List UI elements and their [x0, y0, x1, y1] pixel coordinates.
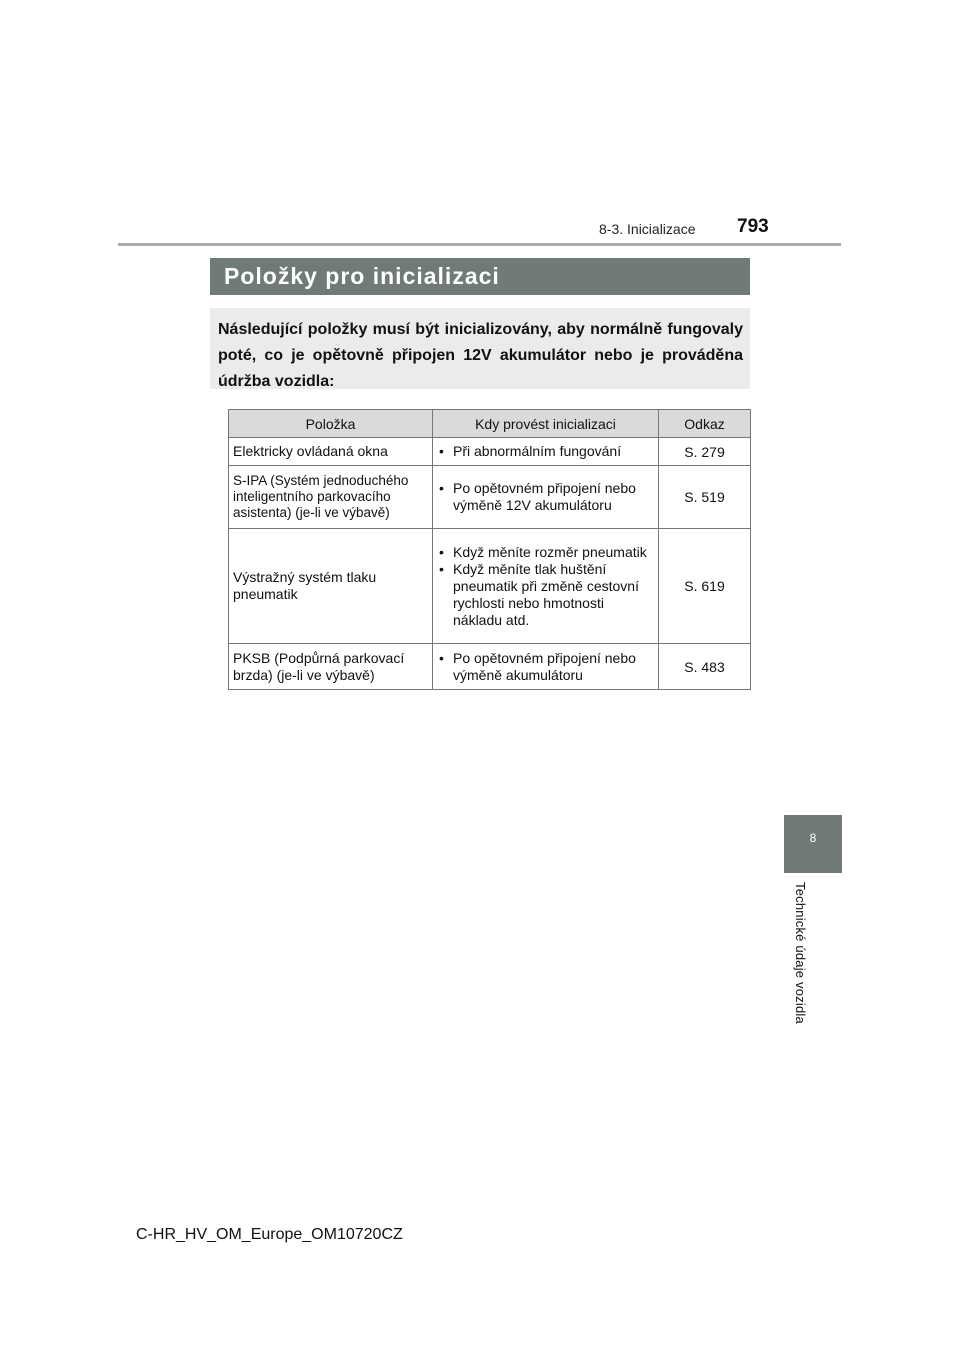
item-cell: Elektricky ovládaná okna	[229, 438, 433, 466]
table-header-row	[229, 410, 751, 438]
table-row	[229, 438, 751, 466]
table-row	[229, 466, 751, 529]
column-header-when: Kdy provést inicializaci	[433, 410, 659, 438]
intro-paragraph: Následující položky musí být inicializovány, aby normálně fungovaly poté, co je opětovně připojen 12V akumulátor nebo je prováděna údržba vozidla:	[210, 308, 750, 389]
bullet-item: • Po opětovném připojení nebo výměně akumulátoru	[437, 650, 654, 684]
bullet-item: • Když měníte tlak huštění pneumatik při změně cestovní rychlosti nebo hmotnosti nákladu atd.	[437, 561, 654, 629]
page-number: 793	[737, 216, 769, 237]
when-cell	[433, 466, 659, 529]
item-cell: S-IPA (Systém jednoduchého inteligentního parkovacího asistenta) (je-li ve výbavě)	[229, 466, 433, 529]
reference-cell: S. 619	[659, 529, 751, 644]
reference-cell: S. 279	[659, 438, 751, 466]
bullet-item: • Když měníte rozměr pneumatik	[437, 544, 654, 561]
header-divider	[118, 243, 841, 246]
item-cell: Výstražný systém tlaku pneumatik	[229, 529, 433, 644]
table-row	[229, 644, 751, 690]
bullet-item: • Po opětovném připojení nebo výměně 12V akumulátoru	[437, 480, 654, 514]
chapter-tab[interactable]	[784, 815, 842, 873]
column-header-reference: Odkaz	[659, 410, 751, 438]
when-cell	[433, 644, 659, 690]
header-section-title: 8-3. Inicializace	[599, 221, 696, 237]
section-heading: Položky pro inicializaci	[210, 258, 750, 295]
initialization-table	[228, 409, 751, 690]
reference-cell: S. 483	[659, 644, 751, 690]
column-header-item: Položka	[229, 410, 433, 438]
bullet-item: • Při abnormálním fungování	[437, 443, 654, 460]
reference-cell: S. 519	[659, 466, 751, 529]
table-row	[229, 529, 751, 644]
footer-document-code: C-HR_HV_OM_Europe_OM10720CZ	[136, 1226, 403, 1243]
chapter-label: Technické údaje vozidla	[793, 882, 808, 1024]
chapter-number: 8	[809, 831, 817, 845]
item-cell: PKSB (Podpůrná parkovací brzda) (je-li ve výbavě)	[229, 644, 433, 690]
when-cell	[433, 529, 659, 644]
when-cell	[433, 438, 659, 466]
